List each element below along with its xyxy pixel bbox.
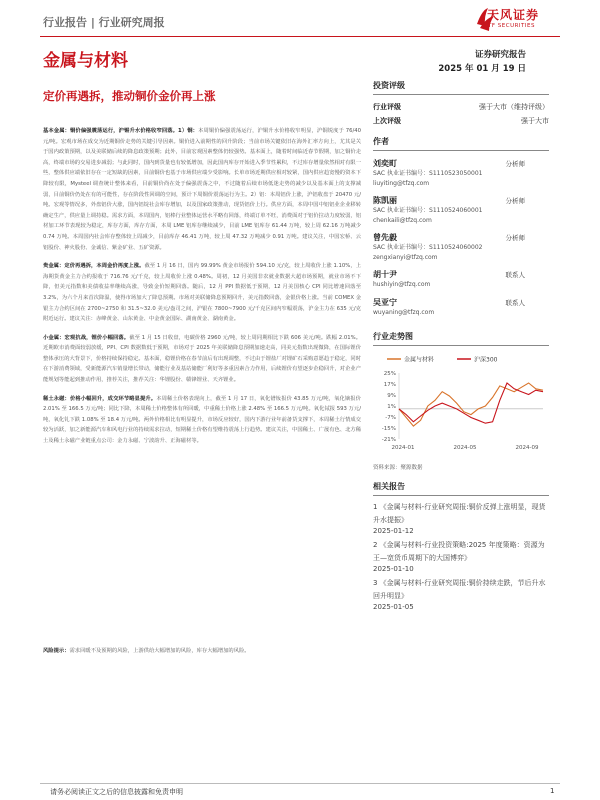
paragraph-precious-metals (43, 261, 361, 325)
paragraph-lead: 小金属：宏观抗战，锂价小幅回落。 (43, 334, 130, 341)
y-tick-label: -15% (381, 426, 396, 432)
analyst-license: SAC 执业证书编号：S1110524060002 (373, 244, 483, 251)
related-heading: 相关报告 (373, 482, 405, 491)
divider (373, 150, 549, 151)
related-report[interactable] (373, 539, 549, 575)
chart-heading: 行业走势图 (373, 332, 413, 341)
analyst-name: 刘奕町 (373, 159, 397, 168)
related-report-date: 2025-01-12 (373, 527, 414, 535)
analyst-email[interactable]: liuyiting@tfzq.com (373, 179, 430, 187)
page-title: 金属与材料 (43, 51, 128, 71)
analyst-email[interactable]: wuyaning@tfzq.com (373, 308, 435, 316)
footer-disclaimer: 请务必阅读正文之后的信息披露和免责申明 (50, 788, 183, 796)
paragraph-text: 截至 1 月 15 日收盘，电碳价格 2960 元/吨，较上周同期相比下跌 606 美元/吨。跌幅 2.01%。近期欧市消费面较弱放缓，PPI、CPI 数据数低于预期，市场对于 2025 年美联储降息预期加速走高，同美元指数出现微降，在国际锂价整体承压的大背景下，价格持续保持稳定。基本面，稳锂价格在春节前后有出现调整，不过由于锂盐厂对锂矿石采购意愿趋于稳定，同时在下游消费领域，受新能源汽车销量增长带动，储能行业及基站储能厂利好等多重因素合力作用，后续锂价有望逐步企稳回升，对企业产能规划等能起到推动作用，推荐关注，推荐关注：华锂股份、赣锋锂业、天齐锂业。 (43, 334, 361, 384)
y-tick-label: 25% (383, 371, 396, 377)
y-tick-label: 17% (383, 382, 396, 388)
divider (373, 345, 549, 346)
legend-label: 金属与材料 (404, 356, 435, 364)
related-report-title[interactable]: 3 《金属与材料-行业研究周报:铜价持续走跌，节后升水回升明显》 (373, 579, 546, 600)
related-report[interactable] (373, 501, 549, 537)
paragraph-text: 截至 1 月 16 日，国内 99.99% 黄金市场报价 594.10 元/克，较上周收价上涨 1.10%，上海期货黄金主力合约报收于 716.76 元/千克，较上周收价上涨 0.48%。周初，12 月美国非农就业数据大超市场预期，就业市场不下降，但美元指数和美债收益率继续高涨，导致金价短期回落。随后，12 月 PPI 数据低于预期，12 月美国核心 CPI 同比增速回落至 3.2%，为六个月来首次降温，使得市场加大了降息预期。市场对美联储降息预期回升，美元指数回落，金银价格上涨。当前 COMEX 金银主力合约区间在 2700~2750 和 31.5~32.0 美元/盎司之间，沪银在 7800~7900 元/千克区间内窄幅震荡，沪金主力在 635 元/克附近运行。建议关注：赤峰黄金、山东黄金、中金黄金国际、湖南黄金、湖南黄金。 (43, 263, 361, 323)
logo-text-cn: 天风证券 (487, 8, 540, 22)
report-type: 证券研究报告 (474, 50, 526, 60)
trend-chart-svg (373, 351, 549, 461)
logo-text-en: TF SECURITIES (488, 23, 535, 29)
analyst-name: 曾先毅 (373, 233, 397, 242)
rating-row (373, 114, 549, 128)
divider (373, 495, 549, 496)
analyst-email[interactable]: hushiyin@tfzq.com (373, 281, 431, 288)
rating-row (373, 100, 549, 114)
analyst-license: SAC 执业证书编号：S1110524060001 (373, 207, 483, 214)
y-tick-label: 1% (387, 404, 396, 410)
series-line-1 (399, 383, 543, 426)
header-divider (40, 36, 560, 37)
analyst-heading: 作者 (373, 137, 389, 146)
related-report-date: 2025-01-05 (373, 603, 414, 611)
y-tick-label: -21% (381, 437, 396, 443)
y-tick-label: -7% (385, 415, 396, 421)
related-report-date: 2025-01-10 (373, 565, 414, 573)
risk-lead: 风险提示： (43, 648, 70, 654)
analyst-name: 陈凯丽 (373, 196, 397, 205)
page-number: 1 (550, 787, 555, 795)
risk-text: 需求回暖不及预期的风险，上游供给大幅增加的风险，库存大幅增加的风险。 (69, 648, 250, 654)
analyst-card (373, 158, 549, 188)
analyst-role: 分析师 (505, 160, 525, 168)
rating-label: 行业评级 (373, 103, 401, 111)
legend-label: 沪深300 (474, 356, 498, 364)
related-report-title[interactable]: 2 《金属与材料-行业投资策略:2025 年度策略：资源为王—宽货币周期下的大国博弈》 (373, 541, 545, 562)
paragraph-text: 本周铜价偏强震荡运行，沪铜升水价格收窄明显，沪铜锐度于 76/40 元/吨。宏观市场在成交为近期铜价走势的关键引导因素。铜价进入前期性的回升阶段；当前市场关键依旧在海外汇率方向上，尤其是关于国内政策预期，以及美联储后续的降息政策预期；此外，目前宏观因素整体仍较强势。基本面上，随着时间临近春节假期，加之铜价走高，终端市场的交易进步减弱；与此同时，国内到货量也有较低增加，因此国内库存开始进入季节性累积，不过库存增量依然相对有限一些，整体供应端依旧存在一定短缺的因素，目前铜价也基于市场供应端少受影响。长单市场近期供应相对较紧，国内供应趋宽慢的资本下降较有限，Mysteel 调查统计整体来看，目前铜价尚在处于偏强震荡之中，不过随着后续市场低迷走势的减少以及基本面上的支撑减弱，目前铜价仍处在有的可能性，存在阶段性回调的空间，预计下周铜价震荡运行为主。2）铝：本周铝价上涨，沪铝收盘于 20470 元/吨。宏观等情况多，外盘铝价大涨，国内铝锭社会库存增加，以及国家政策推动，现货铝价上行。供应方面，本周中国中铝铝业企业移转确定生产，供应量上调持稳。需求方面，本周国内，铝棒行业整体运营水平略有回落，终端订单不旺，消费面对于铝价拉动力度较弱，铝材加工环节表现较为稳定，库存方面，库存方面，本周 LME 铝库存继续减少，目前 LME 铝库存 61.44 万吨，较上周 62.16 万吨减少 0.74 万吨。本周国内社会库存整体较上周减少，目前库存 46.41 万吨，较上周 47.32 万吨减少 0.91 万吨。建议关注，中国宏桥、云铝股份、神火股份、金诚信、紫金矿业、五矿资源。 (43, 128, 361, 251)
analyst-role: 联系人 (505, 298, 525, 307)
analyst-email[interactable]: chenkaili@tfzq.com (373, 216, 432, 224)
rating-value: 强于大市（维持评级） (479, 103, 549, 111)
analyst-card (373, 232, 549, 262)
analyst-card (373, 269, 549, 290)
paragraph-rare-earth (43, 394, 361, 447)
x-tick-label: 2024-09 (515, 445, 539, 451)
x-tick-label: 2024-01 (391, 445, 415, 451)
body-text (43, 126, 361, 455)
analyst-name: 吴亚宁 (373, 297, 397, 307)
analyst-email[interactable]: zengxianyi@tfzq.com (373, 253, 438, 261)
rating-value: 强于大市 (521, 117, 549, 125)
x-tick-label: 2024-05 (453, 445, 477, 451)
rating-label: 上次评级 (373, 117, 401, 125)
paragraph-minor-metals (43, 333, 361, 386)
analyst-name: 胡十尹 (373, 270, 397, 279)
divider (373, 94, 549, 95)
paragraph-lead: 稀土永磁：价格小幅回升，成交环节略显提升。 (43, 395, 157, 402)
footer-divider (40, 783, 560, 784)
report-subtitle: 定价再遇拆，推动铜价金价再上涨 (43, 89, 216, 103)
industry-trend-chart (373, 351, 549, 461)
report-breadcrumb: 行业报告 | 行业研究周报 (43, 16, 165, 29)
series-line-2 (399, 383, 543, 423)
analyst-role: 分析师 (505, 234, 525, 242)
analyst-card (373, 297, 549, 318)
report-date: 2025 年 01 月 19 日 (438, 64, 526, 74)
paragraph-lead: 基本金属：铜价偏强震荡运行，沪锡升水价格收窄回落。1）铜： (43, 128, 199, 134)
sidebar (373, 80, 549, 613)
paragraph-base-metals (43, 126, 361, 253)
analyst-card (373, 195, 549, 225)
related-report[interactable] (373, 577, 549, 613)
analyst-role: 联系人 (505, 271, 525, 279)
analyst-license: SAC 执业证书编号：S1110523050001 (373, 170, 483, 177)
y-tick-label: 9% (387, 393, 396, 399)
analyst-role: 分析师 (505, 197, 525, 205)
chart-source: 资料来源：聚源数据 (373, 465, 423, 471)
related-report-title[interactable]: 1 《金属与材料-行业研究周报:铜价反弹上涨明显，现货升水提振》 (373, 503, 546, 524)
paragraph-text: 本周稀土价格表现向上，截至 1 月 17 日，氧化镨钕报价 43.85 万元/吨，氧化镝报价 2.01% 至 166.5 万元/吨；同比下降，本周稀土价格整体有所回暖，中重稀土价格上涨 2.48% 至 166.5 万元/吨。氧化铽报 593 万元/吨，氧化钆下跌 1.08% 至 18.4 万元/吨。两外价格相比有明显提升，市场反应较好，国内下游行业年前备货支撑下，本周稀土行情成交较为活跃，加之新能源汽车和风电行业的持续需求拉动，短期稀土价格有望维持震荡上行趋势。建议关注，中国稀土、广晟有色、北方稀土及稀土永磁产业链重点公司：金力永磁、宁波韵升、正海磁材等。 (43, 395, 361, 445)
risk-warning (43, 646, 361, 656)
paragraph-lead: 贵金属：定价再遇拆，本周金价再度上涨。 (43, 263, 145, 270)
rating-heading: 投资评级 (373, 81, 405, 90)
